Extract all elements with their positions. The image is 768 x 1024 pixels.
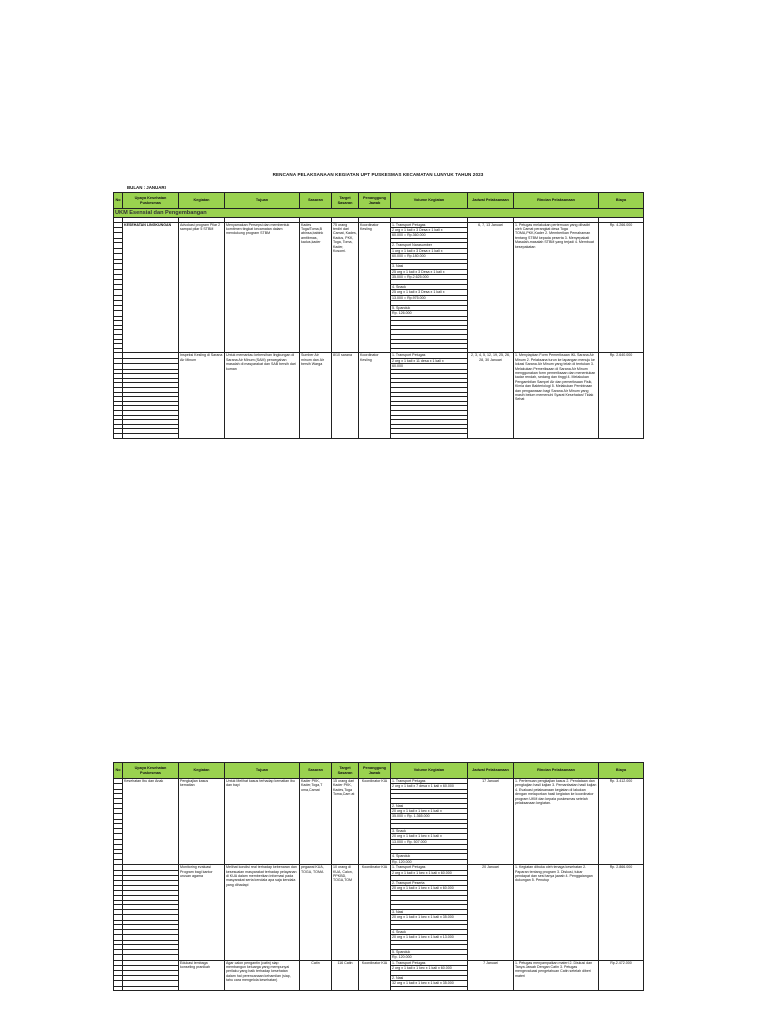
biaya-cell: Rp. 3.412.000 [599, 779, 644, 865]
sasaran-cell: pegawai KUA, TOGA, TOMA [300, 865, 332, 960]
tujuan-cell: Agar calon pengantin (catin) siap membangun keluarga yang mempunyai perilaku yang baik terhadap kesehatan dalam hal perencanaan kehamilan (siap, tahu cara mengelola kesehatan) [225, 960, 300, 991]
volume-line: 20 org x 1 kali x 1 kec x 1 kali x 60.000 [391, 886, 468, 891]
kegiatan-cell: Monitoring evaluasi Program bagi kantor urusan agama [179, 865, 225, 960]
volume-line: 2 org x 1 kali x 1 kec x 1 kali x 60.000 [391, 966, 468, 971]
header-no: No [114, 763, 123, 779]
tujuan-cell: Untuk Melihat kasus terhadap kematian ibu dan bayi [225, 779, 300, 865]
rincian-cell: 1. Kegiatan dibuka oleh tenaga kesehatan 2. Paparan tentang program 3. Diskusi, tukar pendapat dan sesi tanya jawab 4. Penggalangan dukungan 5. Penutup [514, 865, 599, 960]
rincian-cell: 1. Petugas melakukan pertemuan yang dihadiri oleh Camat perangkat desa Toga TOMA,PKK,Kader 2. Memberikan Pemahaman tentang STBM kepada peserta 3. Menyepakati Masalah-masalah STBM yang terjadi 4. Membuat kesepakatan [514, 222, 599, 353]
volume-line: 35.000 = Rp.2.625.000 [391, 275, 468, 280]
header-no: No [114, 193, 123, 209]
rincian-cell: 1. Pertemuan pengkajian kasus 2. Pendataan dan pengkajian hasil kajian 3. Pemanfaatan hasil kajian 4. Evaluasi pelaksanaan kegiatan di lakukan dengan melaporkan hasil kegiatan ke koordinator program UKM dan kepala puskesmas setelah pelaksanaan kegiatan. [514, 779, 599, 865]
volume-line: 2 org x 1 kali x 7 desa x 1 kali x 60.000 [391, 784, 468, 789]
target-cell: 15 orang dari Kader PKK, Kades,Toga Toma,Cam at [332, 779, 359, 865]
table-row [114, 960, 644, 965]
jadwal-cell: 2, 3, 4, 5, 12, 19, 25, 26, 28, 30 Januari [468, 353, 514, 438]
sasaran-cell: Sumber Air minum dan Air bersih Warga [300, 353, 332, 438]
jadwal-cell: 7 Januari [468, 960, 514, 991]
volume-line: 1 org x 1 kali x 3 Desa x 1 kali x [391, 248, 468, 253]
volume-line: 32 org x 1 kali x 1 kec x 1 kali x 35.000 [391, 981, 468, 986]
table-row [114, 865, 644, 870]
biaya-cell: Rp. 4.266.000 [599, 222, 644, 353]
header-tujuan: Tujuan [225, 193, 300, 209]
volume-line: 2. Transport Peserta [391, 880, 468, 885]
jadwal-cell: 20 Januari [468, 865, 514, 960]
table-header-row [114, 763, 644, 779]
volume-line: 1. Transport Petugas [391, 865, 468, 870]
header-kegiatan: Kegiatan [179, 193, 225, 209]
volume-line: Rp. 126.000 [391, 311, 468, 316]
upaya-cell: Kesehatan Ibu dan Anak [123, 779, 179, 865]
volume-line: 20 org x 1 kali x 1 kec x 1 kali x 35.000 [391, 915, 468, 920]
volume-line: 35.000 = Rp. 1.365.000 [391, 814, 468, 819]
volume-line: 60.000 [391, 364, 468, 369]
tujuan-cell: Melihat kondisi real terhadap kebenaran dan kesesuaian masyarakat terhadap pelayanan di KUA dalam memberikan informasi pada masyarakat serta kendala apa saja kendala yang dihadapi [225, 865, 300, 960]
header-rincian: Rincian Pelaksanaan [514, 193, 599, 209]
volume-line: 20 org x 1 kali x 1 kec x 1 kali x [391, 809, 468, 814]
volume-line: 20 org x 1 kali x 1 kec x 1 kali x 13.000 [391, 935, 468, 940]
target-cell: 75 orang terdiri dari Camat, Kades, Kadus, PKK, Toga, Toma, Kader, Kosomi. [332, 222, 359, 353]
pj-cell: Koordinator KIA [359, 865, 391, 960]
volume-line: 25 org x 1 kali x 3 Desa x 1 kali x [391, 290, 468, 295]
section-label: UKM Esensial dan Pengembangan [114, 209, 644, 218]
target-cell: 10 orang di KUA, Calon, PPKBD, TOGA,TOM [332, 865, 359, 960]
volume-line: 20 org x 1 kali x 1 kec x 1 kali x [391, 834, 468, 839]
volume-line: 5. Spanduk [391, 949, 468, 954]
volume-line: 4. Snack [391, 929, 468, 934]
plan-table-page1 [113, 192, 644, 439]
volume-line: 2. Nasi [391, 976, 468, 981]
kegiatan-cell: Pengkajian kasus kematian [179, 779, 225, 865]
biaya-cell: Rp. 2.866.000 [599, 865, 644, 960]
header-volume: Volume Kegiatan [391, 193, 468, 209]
rincian-cell: 1. Menyiapkan Form Pemeriksaan IKL Sarana Air Minum 2. Pelaksana turun ke lapangan menuju ke lokasi Sarana Air Minum yang telah di tentukan 3. Melakukan Pemeriksaan di Sarana Air Minum menggunakan form pemeriksaan dan menentukan kadar rendah, sedang dan tinggi 4. Melakukan Pengambilan Sampel Air dan pemeriksaan Fisik, Kimia dan Bakteriologi 5. Melakukan Pembinaan dan pengawasan bagi Sarana Air Minum yang masih belum memenuhi Syarat Kesehatan/ Tidak Sehat [514, 353, 599, 438]
header-rincian: Rincian Pelaksanaan [514, 763, 599, 779]
pj-cell: Koordinator KIA [359, 960, 391, 991]
biaya-cell: Rp.2.472.000 [599, 960, 644, 991]
volume-line: 60.000 = Rp.180.000 [391, 254, 468, 259]
volume-line: 4. Snack [391, 285, 468, 290]
volume-line: Rp. 120.000 [391, 859, 468, 864]
kegiatan-cell: Advokasi program Pilar 2 sampai pilar 5 STBM [179, 222, 225, 353]
header-jadwal: Jadwal Pelaksanaan [468, 193, 514, 209]
header-target: Target Sasaran [332, 193, 359, 209]
upaya-cell: KESEHATAN LINGKUNGAN [123, 222, 179, 353]
volume-line: 2 org x 1 kali x 3 Desa x 1 kali x [391, 228, 468, 233]
header-upaya: Upaya Kesehatan Puskesmas [123, 193, 179, 209]
volume-line: 1. Transport Petugas [391, 779, 468, 784]
target-cell: 116 Catin [332, 960, 359, 991]
header-pj: Penanggung Jawab [359, 763, 391, 779]
jadwal-cell: 6, 7, 13 Januari [468, 222, 514, 353]
volume-line: 13.000 = Rp.975.000 [391, 295, 468, 300]
table-row [114, 222, 644, 227]
header-biaya: Biaya [599, 193, 644, 209]
pj-cell: Koordinator KIA [359, 779, 391, 865]
volume-line: 2. Transport Narasumber [391, 243, 468, 248]
rincian-cell: 1. Petugas menyampaikan materi 2. Diskusi dan Tanya Jawab Dengan Catin 3. Petugas mengevaluasi pengetahuan Catin setelah diberi materi [514, 960, 599, 991]
tujuan-cell: Menyamakan Persepsi dan membentuk komitmen tingkat kecamatan dalam mendukung program STBM [225, 222, 300, 353]
volume-line: 3. Nasi [391, 264, 468, 269]
header-sasaran: Sasaran [300, 193, 332, 209]
volume-line: 4. Spanduk [391, 854, 468, 859]
sasaran-cell: Kader PKK, Kader,Toga,T oma,Camat [300, 779, 332, 865]
plan-table-page2 [113, 762, 644, 991]
pj-cell: Koordinator Kesling [359, 222, 391, 353]
header-kegiatan: Kegiatan [179, 763, 225, 779]
volume-line: 25 org x 1 kali x 3 Desa x 1 kali x [391, 269, 468, 274]
table-row [114, 779, 644, 784]
section-row [114, 209, 644, 218]
volume-line: 2 org x 1 kali x 11 desa x 1 kali x [391, 358, 468, 363]
volume-line: 1. Transport Petugas [391, 960, 468, 965]
sasaran-cell: Kades Toga/Toma,B abinsa,babink amtibmas, kadus,kader [300, 222, 332, 353]
volume-line: 1. Transport Petugas [391, 353, 468, 358]
volume-line: 5. Spanduk [391, 305, 468, 310]
sasaran-cell: Catin [300, 960, 332, 991]
header-upaya: Upaya Kesehatan Puskesmas [123, 763, 179, 779]
pj-cell: Koordinator Kesling [359, 353, 391, 438]
tujuan-cell: Untuk memantau kebersihan lingkungan di Sarana Air Minum (SAM) pencegahan masalah di masyarakat dan SAB bersih dari kuman [225, 353, 300, 438]
volume-line: 13.000 = Rp. 507.000 [391, 839, 468, 844]
table-header-row [114, 193, 644, 209]
table-row [114, 353, 644, 358]
volume-line: 2. Nasi [391, 803, 468, 808]
volume-line: Rp. 120.000 [391, 955, 468, 960]
biaya-cell: Rp. 2.640.000 [599, 353, 644, 438]
volume-line: 3. Snack [391, 829, 468, 834]
header-pj: Penanggung Jawab [359, 193, 391, 209]
header-biaya: Biaya [599, 763, 644, 779]
header-tujuan: Tujuan [225, 763, 300, 779]
volume-line: 3. Nasi [391, 909, 468, 914]
month-label: BULAN : JANUARI [127, 185, 166, 190]
jadwal-cell: 17 Januari [468, 779, 514, 865]
kegiatan-cell: Edukasi lembaga konseling pranikah [179, 960, 225, 991]
volume-line: 2 org x 1 kali x 1 kec x 1 kali x 60.000 [391, 870, 468, 875]
document-title: RENCANA PELAKSANAAN KEGIATAN UPT PUSKESMAS KECAMATAN LUNYUK TAHUN 2023 [272, 172, 484, 177]
volume-line: 1. Transport Petugas [391, 222, 468, 227]
header-jadwal: Jadwal Pelaksanaan [468, 763, 514, 779]
volume-line: 60.000 = Rp.360.000 [391, 233, 468, 238]
header-sasaran: Sasaran [300, 763, 332, 779]
header-volume: Volume Kegiatan [391, 763, 468, 779]
target-cell: 8/10 sarana [332, 353, 359, 438]
header-target: Target Sasaran [332, 763, 359, 779]
kegiatan-cell: Inspeksi Kesling di Sarana Air Minum [179, 353, 225, 438]
